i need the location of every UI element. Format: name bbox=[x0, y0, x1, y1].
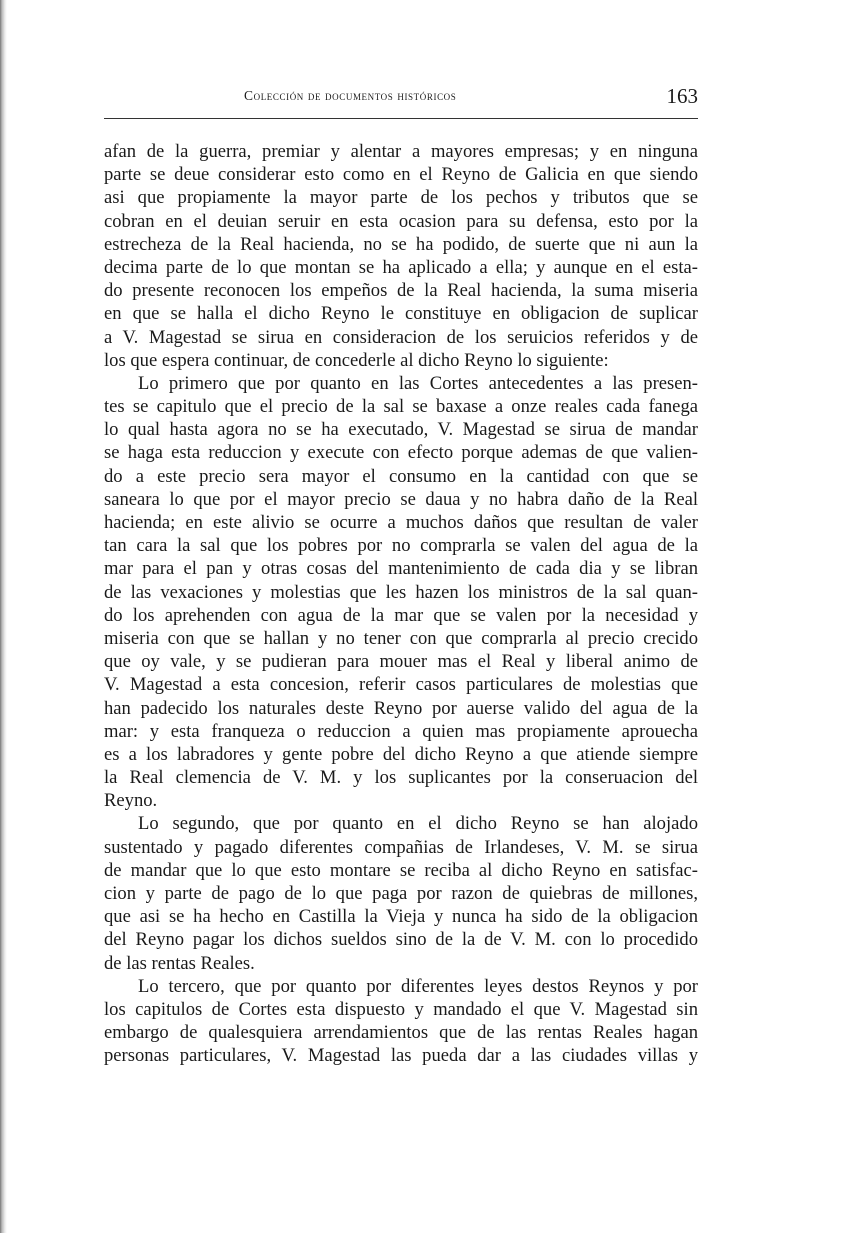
text-line: afan de la guerra, premiar y alentar a mayores empresas; y en ninguna bbox=[104, 141, 698, 162]
text-line: de mandar que lo que esto montare se reciba al dicho Reyno en satisfac- bbox=[104, 859, 698, 881]
running-head bbox=[104, 86, 698, 110]
text-line: estrecheza de la Real hacienda, no se ha podido, de suerte que ni aun la bbox=[104, 233, 698, 255]
text-line: cobran en el deuian seruir en esta ocasion para su defensa, esto por la bbox=[104, 210, 698, 232]
paragraph-first-line: Lo primero que por quanto en las Cortes antecedentes a las presen- bbox=[138, 372, 698, 394]
header-rule bbox=[104, 118, 698, 119]
text-line: sustentado y pagado diferentes compañias de Irlandeses, V. M. se sirua bbox=[104, 836, 698, 858]
text-line: de las rentas Reales. bbox=[104, 952, 255, 974]
text-line: han padecido los naturales deste Reyno por auerse valido del agua de la bbox=[104, 697, 698, 719]
text-line: de las vexaciones y molestias que les hazen los ministros de la sal quan- bbox=[104, 581, 698, 603]
text-line: embargo de qualesquiera arrendamientos que de las rentas Reales hagan bbox=[104, 1022, 698, 1044]
body-text bbox=[104, 140, 698, 1068]
text-line: se haga esta reduccion y execute con efecto porque ademas de que valien- bbox=[104, 442, 698, 464]
text-line: mar: y esta franqueza o reduccion a quien mas propiamente aprouecha bbox=[104, 720, 698, 742]
text-line: tan cara la sal que los pobres por no comprarla se valen del agua de la bbox=[104, 535, 698, 557]
scan-edge bbox=[0, 0, 7, 1233]
paragraph-first-line: Lo tercero, que por quanto por diferentes leyes destos Reynos y por bbox=[138, 975, 698, 997]
text-line: lo qual hasta agora no se ha executado, V. Magestad se sirua de mandar bbox=[104, 419, 698, 441]
text-line: mar para el pan y otras cosas del mantenimiento de cada dia y se libran bbox=[104, 558, 698, 580]
text-line: hacienda; en este alivio se ocurre a muchos daños que resultan de valer bbox=[104, 512, 698, 533]
text-line: parte se deue considerar esto como en el Reyno de Galicia en que siendo bbox=[104, 164, 698, 186]
text-line: Reyno. bbox=[104, 790, 158, 812]
paragraph-first-line: Lo segundo, que por quanto en el dicho Reyno se han alojado bbox=[138, 813, 698, 835]
text-line: asi que propiamente la mayor parte de los pechos y tributos que se bbox=[104, 187, 698, 209]
text-line: miseria con que se hallan y no tener con que comprarla al precio crecido bbox=[104, 627, 698, 649]
text-line: que asi se ha hecho en Castilla la Vieja y nunca ha sido de la obligacion bbox=[104, 906, 698, 928]
text-line: tes se capitulo que el precio de la sal se baxase a onze reales cada fanega bbox=[104, 396, 698, 418]
text-line: cion y parte de pago de lo que paga por razon de quiebras de millones, bbox=[104, 883, 698, 904]
text-line: los que espera continuar, de concederle al dicho Reyno lo siguiente: bbox=[104, 349, 609, 371]
text-line: la Real clemencia de V. M. y los suplicantes por la conseruacion del bbox=[104, 767, 698, 789]
text-line: a V. Magestad se sirua en consideracion de los seruicios referidos y de bbox=[104, 326, 698, 348]
text-line: en que se halla el dicho Reyno le constituye en obligacion de suplicar bbox=[104, 303, 698, 325]
text-line: personas particulares, V. Magestad las pueda dar a las ciudades villas y bbox=[104, 1045, 698, 1067]
text-line: es a los labradores y gente pobre del dicho Reyno a que atiende siempre bbox=[104, 743, 698, 765]
text-line: do a este precio sera mayor el consumo en la cantidad con que se bbox=[104, 465, 698, 487]
text-line: los capitulos de Cortes esta dispuesto y mandado el que V. Magestad sin bbox=[104, 998, 698, 1020]
text-line: do presente reconocen los empeños de la Real hacienda, la suma miseria bbox=[104, 280, 698, 302]
running-head-title: Colección de documentos históricos bbox=[244, 88, 457, 103]
text-line: que oy vale, y se pudieran para mouer mas el Real y liberal animo de bbox=[104, 651, 698, 673]
text-line: del Reyno pagar los dichos sueldos sino de la de V. M. con lo procedido bbox=[104, 929, 698, 951]
text-line: do los aprehenden con agua de la mar que se valen por la necesidad y bbox=[104, 604, 698, 626]
page-number: 163 bbox=[666, 84, 698, 108]
text-line: decima parte de lo que montan se ha aplicado a ella; y aunque en el esta- bbox=[104, 256, 698, 278]
text-line: V. Magestad a esta concesion, referir casos particulares de molestias que bbox=[104, 674, 698, 696]
text-line: saneara lo que por el mayor precio se daua y no habra daño de la Real bbox=[104, 488, 698, 510]
